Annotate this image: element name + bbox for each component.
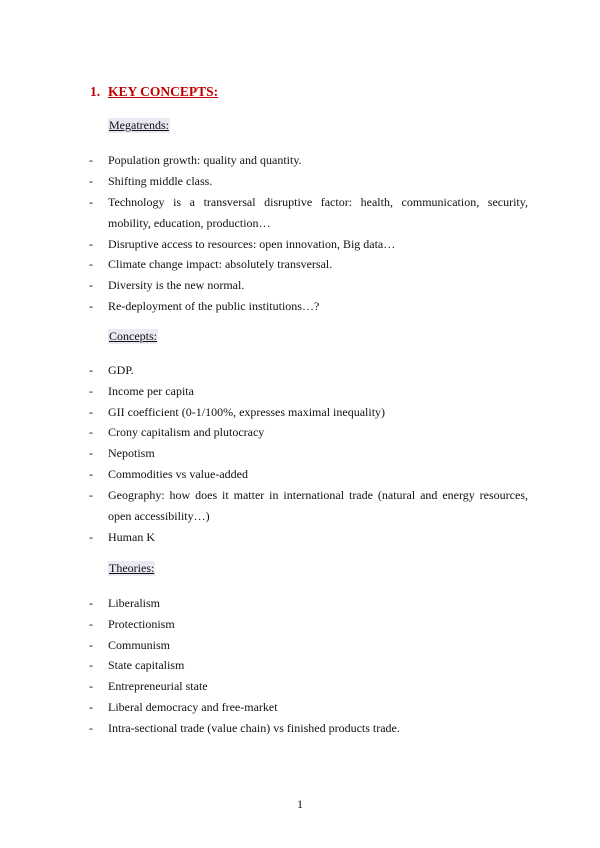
list-item: - Crony capitalism and plutocracy (89, 425, 265, 440)
list-item: - Climate change impact: absolutely transversal. (89, 257, 333, 272)
list-item: - State capitalism (89, 658, 185, 673)
list-item: - Liberalism (89, 596, 160, 610)
list-item: - Nepotism (89, 446, 155, 461)
list-item: - Geography: how does it matter in international trade (natural and energy resources, open accessibility…) (89, 487, 528, 523)
list-item: - Human K (89, 529, 155, 544)
list-item: - Communism (89, 637, 171, 652)
subheading-concepts: Concepts: (109, 329, 157, 343)
list-item: - Population growth: quality and quantity. (89, 153, 302, 167)
theories-list (0, 593, 600, 739)
page-number: 1 (297, 797, 303, 811)
heading-number: 1. (90, 84, 101, 99)
concepts-list (0, 360, 600, 548)
list-item: - Liberal democracy and free-market (89, 699, 278, 714)
list-item: - Re-deployment of the public institutions…? (89, 298, 320, 313)
subheading-theories: Theories: (109, 561, 155, 575)
section-heading (90, 84, 218, 100)
list-item: - GII coefficient (0-1/100%, expresses maximal inequality) (89, 404, 386, 419)
heading-text: KEY CONCEPTS: (108, 84, 219, 99)
megatrends-list (0, 150, 600, 317)
list-item: - Shifting middle class. (89, 173, 213, 188)
list-item: - Intra-sectional trade (value chain) vs finished products trade. (89, 720, 400, 735)
list-item: - Protectionism (89, 616, 175, 631)
subheading-megatrends: Megatrends: (109, 118, 169, 132)
list-item: - Income per capita (89, 383, 194, 398)
list-item: - Technology is a transversal disruptive factor: health, communication, security, mobility, education, production… (89, 194, 528, 230)
list-item: - Commodities vs value-added (89, 466, 248, 481)
list-item: - Disruptive access to resources: open innovation, Big data… (89, 236, 396, 251)
list-item: - Entrepreneurial state (89, 679, 208, 694)
list-item: - Diversity is the new normal. (89, 278, 245, 293)
list-item: - GDP. (89, 363, 134, 377)
